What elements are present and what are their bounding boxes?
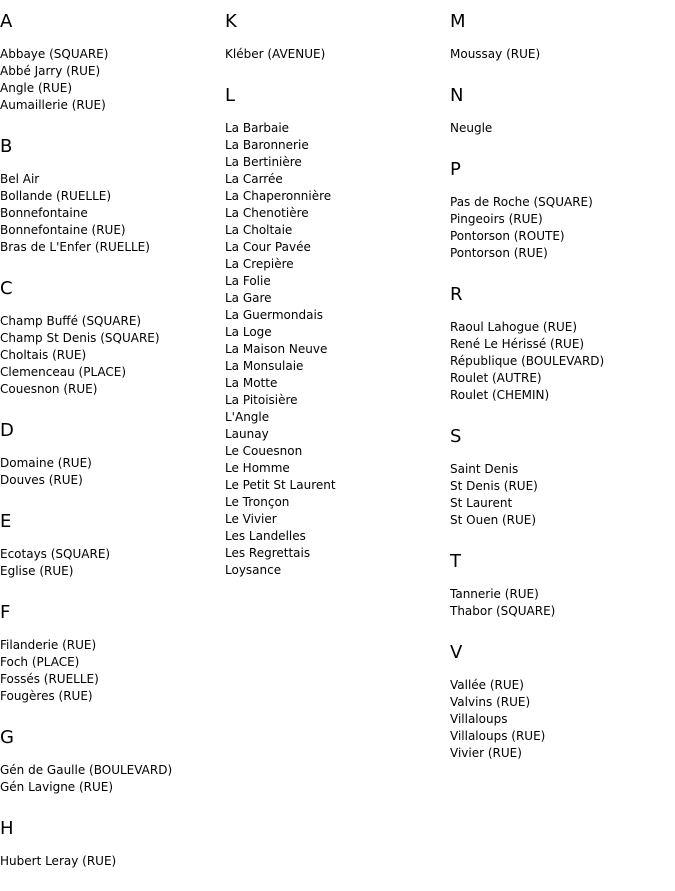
street-name: La Baronnerie (225, 138, 309, 152)
street-name: La Guermondais (225, 308, 324, 322)
street-name: La Maison Neuve (225, 342, 328, 356)
street-list (0, 637, 220, 705)
letter-section (450, 425, 670, 529)
street-name: La Chaperonnière (225, 189, 332, 203)
street-name: La Loge (225, 325, 272, 339)
street-name: Aumaillerie (RUE) (0, 98, 106, 112)
street-name: Filanderie (RUE) (0, 638, 97, 652)
street-name: La Bertinière (225, 155, 302, 169)
street-list (0, 171, 220, 256)
street-name: La Barbaie (225, 121, 290, 135)
letter-section (225, 10, 445, 63)
street-name: Champ St Denis (SQUARE) (0, 331, 160, 345)
street-name: L'Angle (225, 410, 270, 424)
street-name: Pontorson (ROUTE) (450, 229, 565, 243)
letter-heading: H (0, 818, 14, 839)
letter-heading: V (450, 642, 463, 663)
street-name: Les Landelles (225, 529, 306, 543)
street-name: Loysance (225, 563, 282, 577)
street-list (450, 586, 670, 620)
street-list (450, 46, 670, 63)
street-name: Fougères (RUE) (0, 689, 93, 703)
street-list (0, 762, 220, 796)
street-name: Launay (225, 427, 269, 441)
street-name: Thabor (SQUARE) (450, 604, 556, 618)
street-name: Le Vivier (225, 512, 277, 526)
street-name: Pingeoirs (RUE) (450, 212, 543, 226)
letter-heading: M (450, 11, 466, 32)
letter-section (450, 158, 670, 262)
street-name: Foch (PLACE) (0, 655, 80, 669)
letter-section (0, 510, 220, 580)
street-name: La Folie (225, 274, 271, 288)
street-name: Fossés (RUELLE) (0, 672, 99, 686)
street-list (225, 120, 445, 579)
street-name: Bonnefontaine (RUE) (0, 223, 126, 237)
street-name: Roulet (AUTRE) (450, 371, 542, 385)
street-list (0, 546, 220, 580)
street-name: St Denis (RUE) (450, 479, 538, 493)
street-name: Tannerie (RUE) (450, 587, 539, 601)
street-list (450, 461, 670, 529)
letter-heading: L (225, 85, 236, 106)
street-name: Domaine (RUE) (0, 456, 92, 470)
street-name: Le Petit St Laurent (225, 478, 336, 492)
letter-heading: F (0, 602, 11, 623)
street-name: Ecotays (SQUARE) (0, 547, 111, 561)
street-name: Moussay (RUE) (450, 47, 541, 61)
street-name: Bonnefontaine (0, 206, 88, 220)
letter-section (450, 10, 670, 63)
index-column-1 (0, 10, 220, 891)
street-name: Le Tronçon (225, 495, 290, 509)
letter-section (0, 10, 220, 114)
street-name: Roulet (CHEMIN) (450, 388, 550, 402)
letter-heading: A (0, 11, 13, 32)
index-column-3 (450, 10, 670, 783)
street-name: Raoul Lahogue (RUE) (450, 320, 577, 334)
street-name: Abbaye (SQUARE) (0, 47, 109, 61)
street-name: Valvins (RUE) (450, 695, 531, 709)
street-name: St Ouen (RUE) (450, 513, 537, 527)
street-name: République (BOULEVARD) (450, 354, 605, 368)
street-name: Gén de Gaulle (BOULEVARD) (0, 763, 173, 777)
street-name: La Monsulaie (225, 359, 304, 373)
street-name: Clemenceau (PLACE) (0, 365, 127, 379)
letter-section (0, 419, 220, 489)
letter-heading: D (0, 420, 14, 441)
street-name: Bollande (RUELLE) (0, 189, 112, 203)
index-column-2 (225, 10, 445, 600)
street-name: Villaloups (RUE) (450, 729, 546, 743)
street-name: La Gare (225, 291, 272, 305)
street-name: Le Couesnon (225, 444, 303, 458)
street-name: Hubert Leray (RUE) (0, 854, 117, 868)
street-name: La Pitoisière (225, 393, 298, 407)
street-name: Eglise (RUE) (0, 564, 74, 578)
street-list (450, 120, 670, 137)
street-name: Kléber (AVENUE) (225, 47, 326, 61)
street-name: Bras de L'Enfer (RUELLE) (0, 240, 150, 254)
street-name: Villaloups (450, 712, 508, 726)
street-list (0, 455, 220, 489)
letter-section (0, 726, 220, 796)
street-name: Abbé Jarry (RUE) (0, 64, 101, 78)
letter-heading: R (450, 284, 463, 305)
letter-heading: C (0, 278, 13, 299)
street-name: Vivier (RUE) (450, 746, 522, 760)
street-list (450, 319, 670, 404)
letter-section (450, 84, 670, 137)
letter-section (0, 135, 220, 256)
letter-section (450, 550, 670, 620)
letter-section (450, 641, 670, 762)
street-name: La Crepière (225, 257, 294, 271)
street-name: Bel Air (0, 172, 40, 186)
letter-section (0, 817, 220, 870)
street-list (0, 853, 220, 870)
street-name: La Motte (225, 376, 278, 390)
street-list (450, 677, 670, 762)
street-name: La Chenotière (225, 206, 309, 220)
street-list (450, 194, 670, 262)
letter-heading: G (0, 727, 14, 748)
street-name: Champ Buffé (SQUARE) (0, 314, 142, 328)
street-name: Couesnon (RUE) (0, 382, 98, 396)
street-name: Saint Denis (450, 462, 519, 476)
letter-heading: N (450, 85, 464, 106)
letter-heading: B (0, 136, 13, 157)
street-name: Choltais (RUE) (0, 348, 87, 362)
street-name: St Laurent (450, 496, 513, 510)
letter-heading: K (225, 11, 237, 32)
street-name: La Cour Pavée (225, 240, 311, 254)
street-name: La Carrée (225, 172, 283, 186)
street-name: La Choltaie (225, 223, 293, 237)
letter-heading: S (450, 426, 462, 447)
street-name: Les Regrettais (225, 546, 311, 560)
letter-heading: T (450, 551, 461, 572)
street-list (0, 46, 220, 114)
letter-heading: P (450, 159, 461, 180)
street-list (0, 313, 220, 398)
letter-section (225, 84, 445, 579)
street-list (225, 46, 445, 63)
letter-section (0, 601, 220, 705)
letter-heading: E (0, 511, 12, 532)
letter-section (450, 283, 670, 404)
street-name: Vallée (RUE) (450, 678, 524, 692)
letter-section (0, 277, 220, 398)
street-name: René Le Hérissé (RUE) (450, 337, 585, 351)
street-name: Pas de Roche (SQUARE) (450, 195, 593, 209)
street-name: Pontorson (RUE) (450, 246, 548, 260)
street-name: Gén Lavigne (RUE) (0, 780, 114, 794)
street-name: Le Homme (225, 461, 290, 475)
street-name: Neugle (450, 121, 493, 135)
street-name: Douves (RUE) (0, 473, 83, 487)
street-name: Angle (RUE) (0, 81, 73, 95)
